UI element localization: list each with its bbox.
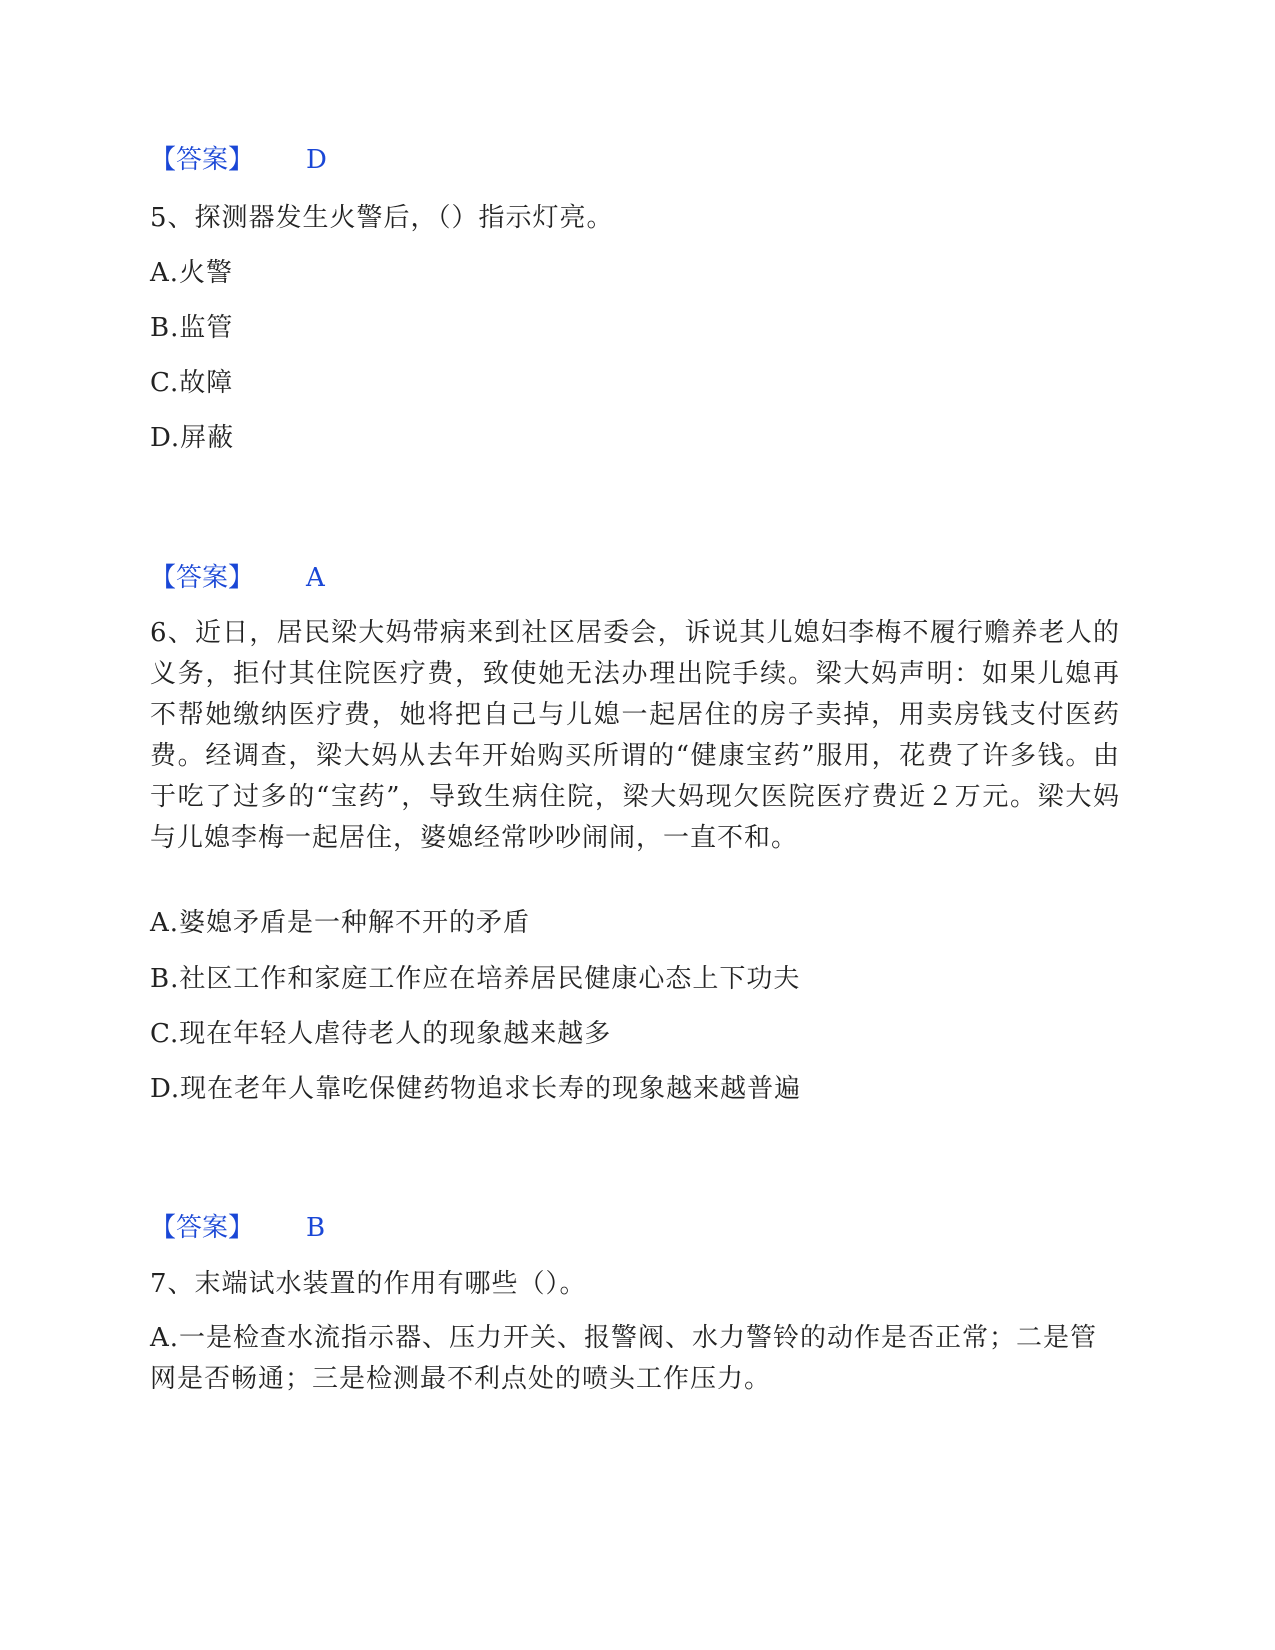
question-5-option-d: D.屏蔽 <box>150 423 235 453</box>
answer-line <box>150 1211 325 1245</box>
answer-label: 【答案】 <box>150 1213 255 1243</box>
question-7-text: 7、末端试水装置的作用有哪些（）。 <box>150 1269 587 1299</box>
question-6-option-a: A.婆媳矛盾是一种解不开的矛盾 <box>150 908 531 938</box>
question-5-option-b: B.监管 <box>150 313 234 343</box>
answer-value: B <box>306 1213 326 1243</box>
question-5-option-c: C.故障 <box>150 368 234 398</box>
answer-value: A <box>306 563 325 593</box>
question-6-option-b: B.社区工作和家庭工作应在培养居民健康心态上下功夫 <box>150 964 801 994</box>
question-6-option-d: D.现在老年人靠吃保健药物追求长寿的现象越来越普遍 <box>150 1074 802 1104</box>
question-6-text: 6、近日，居民梁大妈带病来到社区居委会，诉说其儿媳妇李梅不履行赡养老人的义务，拒付其住院医疗费，致使她无法办理出院手续。梁大妈声明：如果儿媳再不帮她缴纳医疗费，她将把自己与儿媳一起居住的房子卖掉，用卖房钱支付医药费。经调查，梁大妈从去年开始购买所谓的“健康宝药”服用，花费了许多钱。由于吃了过多的“宝药”，导致生病住院，梁大妈现欠医院医疗费近２万元。梁大妈与儿媳李梅一起居住，婆媳经常吵吵闹闹，一直不和。 <box>150 618 1120 853</box>
answer-value: D <box>306 145 327 175</box>
question-7-option-a: A.一是检查水流指示器、压力开关、报警阀、水力警铃的动作是否正常；二是管网是否畅通；三是检测最不利点处的喷头工作压力。 <box>150 1323 1098 1394</box>
answer-line <box>150 561 325 595</box>
answer-line <box>150 143 327 177</box>
question-6-option-c: C.现在年轻人虐待老人的现象越来越多 <box>150 1019 612 1049</box>
answer-label: 【答案】 <box>150 563 255 593</box>
answer-label: 【答案】 <box>150 145 255 175</box>
question-5-option-a: A.火警 <box>150 258 234 288</box>
question-5-text: 5、探测器发生火警后，（）指示灯亮。 <box>150 203 614 233</box>
